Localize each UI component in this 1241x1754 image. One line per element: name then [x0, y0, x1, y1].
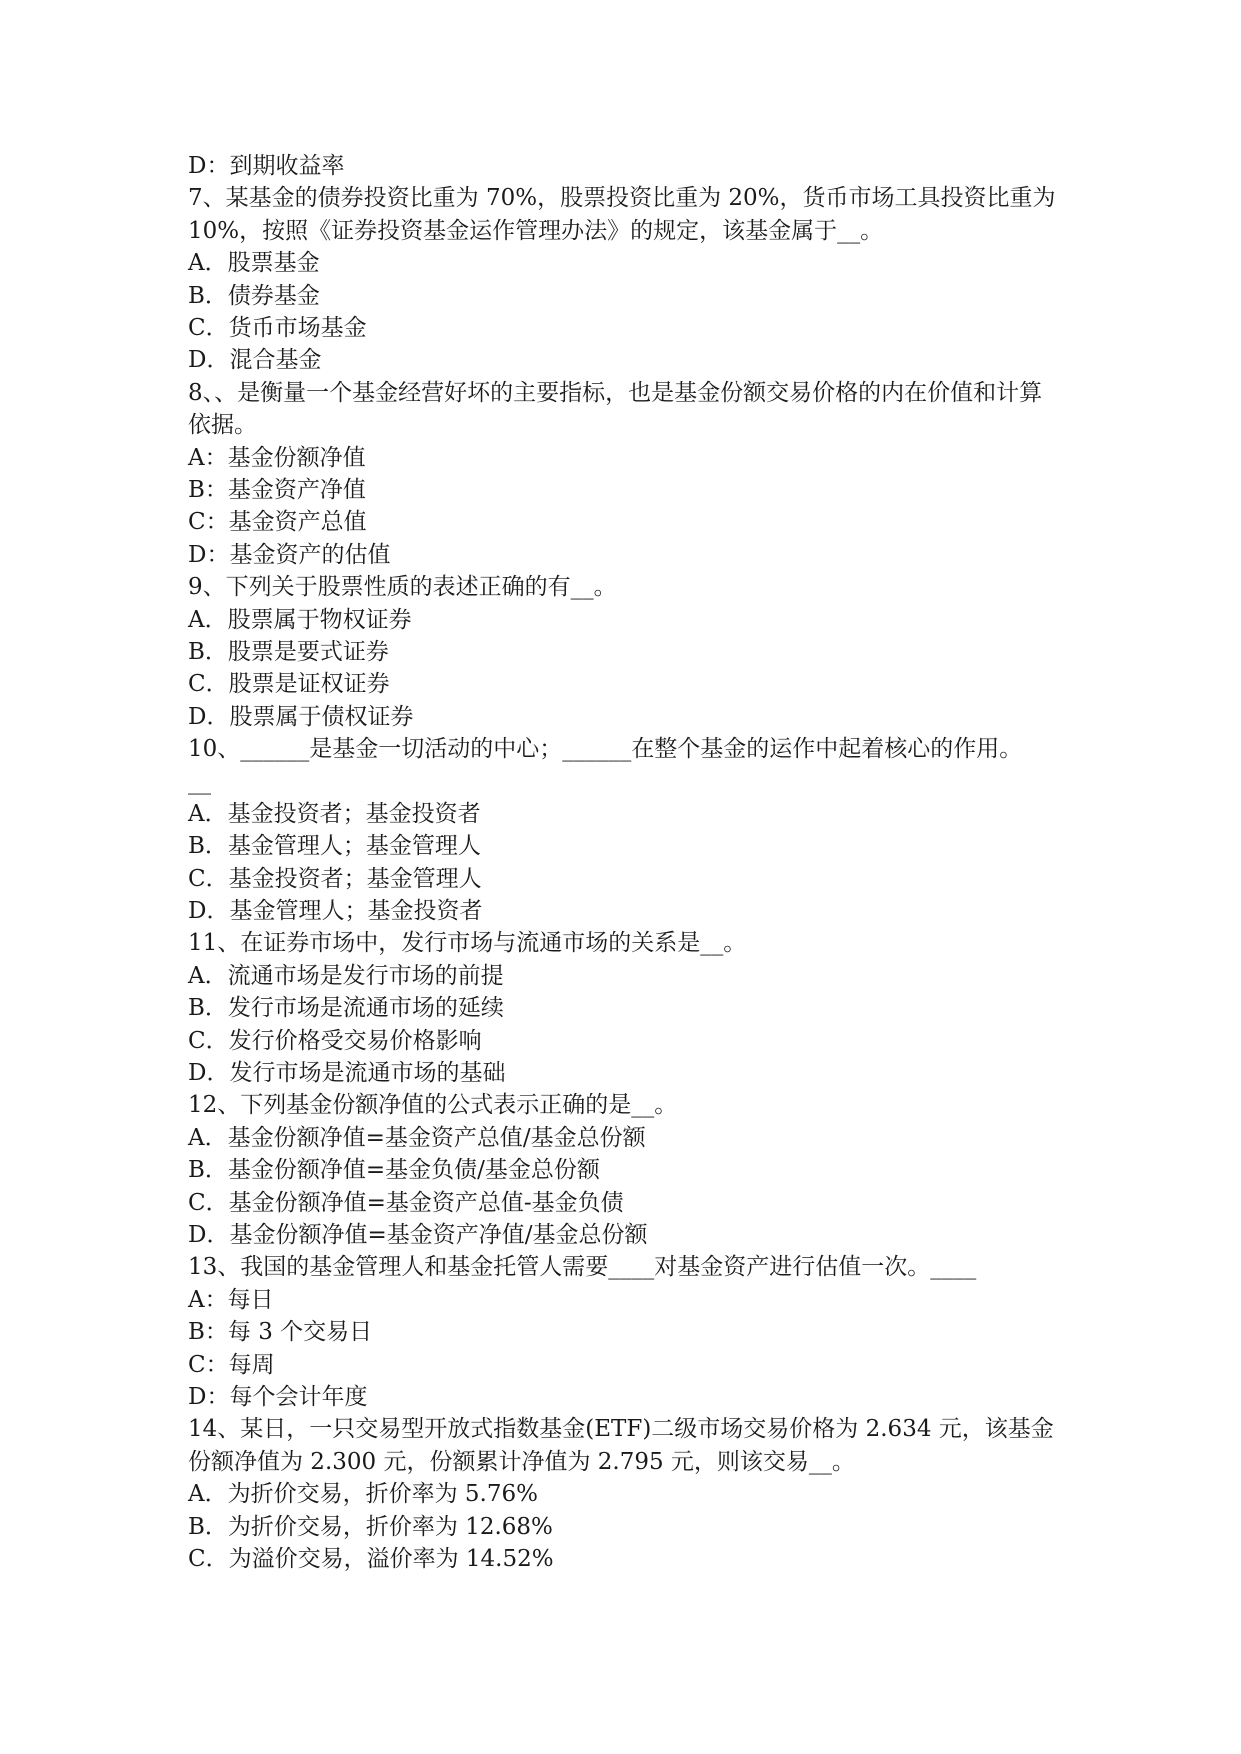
answer-option: C．为溢价交易，溢价率为 14.52%: [188, 1545, 554, 1572]
question-stem: [188, 182, 1058, 247]
answer-option: A．基金份额净值=基金资产总值/基金总份额: [188, 1124, 646, 1151]
answer-option: C．货币市场基金: [188, 314, 367, 341]
question-text: 8、、是衡量一个基金经营好坏的主要指标，也是基金份额交易价格的内在价值和计算依据。: [188, 379, 1043, 439]
answer-option: C．发行价格受交易价格影响: [188, 1027, 482, 1054]
answer-option: __: [188, 768, 211, 795]
answer-option: B：基金资产净值: [188, 476, 366, 503]
answer-option: C．基金份额净值=基金资产总值-基金负债: [188, 1189, 624, 1216]
answer-option: B：每 3 个交易日: [188, 1319, 373, 1346]
answer-option: C：每周: [188, 1351, 275, 1378]
answer-option: D：到期收益率: [188, 153, 345, 179]
answer-option: B．发行市场是流通市场的延续: [188, 995, 504, 1022]
answer-option: C．基金投资者；基金管理人: [188, 865, 482, 892]
question-text: 14、某日，一只交易型开放式指数基金(ETF)二级市场交易价格为 2.634 元，该基金份额净值为 2.300 元，份额累计净值为 2.795 元，则该交易__。: [188, 1416, 1054, 1475]
answer-option: A：每日: [188, 1286, 274, 1313]
question-stem: [188, 377, 1058, 442]
answer-option: D．发行市场是流通市场的基础: [188, 1060, 506, 1087]
question-text: 12、下列基金份额净值的公式表示正确的是__。: [188, 1092, 678, 1119]
answer-option: A．股票基金: [188, 250, 320, 277]
question-text: 7、某基金的债券投资比重为 70%，股票投资比重为 20%，货币市场工具投资比重为 10%，按照《证券投资基金运作管理办法》的规定，该基金属于__。: [188, 185, 1056, 244]
answer-option: A：基金份额净值: [188, 444, 366, 471]
question-stem: [188, 1413, 1058, 1478]
question-text: 11、在证券市场中，发行市场与流通市场的关系是__。: [188, 930, 747, 957]
question-stem: [188, 1089, 1058, 1121]
answer-option: A．流通市场是发行市场的前提: [188, 962, 504, 989]
answer-option: B．基金管理人；基金管理人: [188, 833, 481, 860]
answer-option: C：基金资产总值: [188, 509, 367, 536]
answer-option: B．债券基金: [188, 282, 320, 309]
answer-option: D．基金管理人；基金投资者: [188, 898, 483, 925]
answer-option: A．股票属于物权证券: [188, 606, 412, 633]
answer-option: B．股票是要式证券: [188, 638, 389, 665]
question-text: 10、______是基金一切活动的中心；______在整个基金的运作中起着核心的作用。: [188, 736, 1023, 763]
answer-option: D：基金资产的估值: [188, 541, 391, 568]
answer-option: D．混合基金: [188, 347, 322, 374]
answer-option: D．股票属于债权证券: [188, 703, 414, 730]
answer-option: A．基金投资者；基金投资者: [188, 800, 481, 827]
answer-option: C．股票是证权证券: [188, 671, 390, 698]
answer-option: D：每个会计年度: [188, 1383, 368, 1410]
question-stem: [188, 1251, 1058, 1283]
answer-option: B．为折价交易，折价率为 12.68%: [188, 1513, 553, 1540]
question-stem: [188, 733, 1058, 765]
question-stem: [188, 927, 1058, 959]
document-body: [188, 150, 1058, 1575]
answer-option: A．为折价交易，折价率为 5.76%: [188, 1481, 538, 1508]
question-text: 13、我国的基金管理人和基金托管人需要____对基金资产进行估值一次。____: [188, 1254, 977, 1281]
question-stem: [188, 571, 1058, 603]
answer-option: B．基金份额净值=基金负债/基金总份额: [188, 1157, 600, 1184]
question-text: 9、下列关于股票性质的表述正确的有__。: [188, 574, 617, 601]
answer-option: D．基金份额净值=基金资产净值/基金总份额: [188, 1222, 648, 1249]
